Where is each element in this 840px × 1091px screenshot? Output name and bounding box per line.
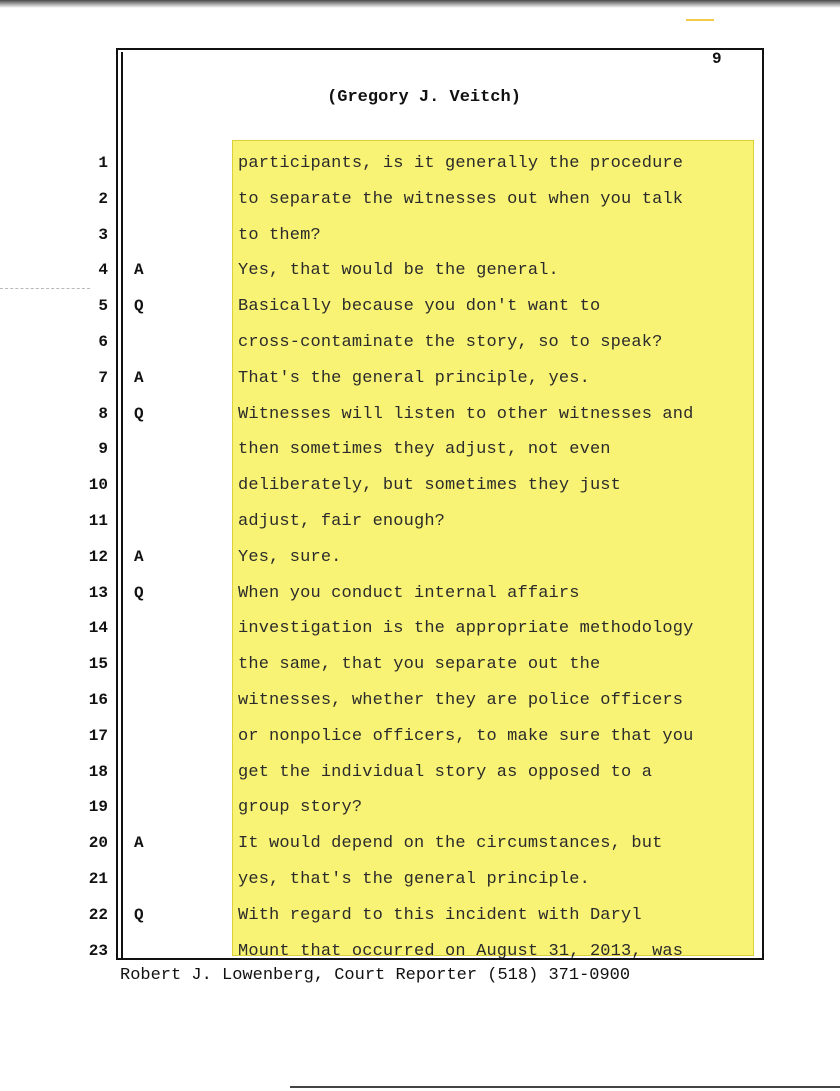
line-number: 19 (88, 798, 108, 817)
line-number: 3 (98, 225, 108, 244)
line-number: 9 (98, 440, 108, 459)
transcript-line (0, 397, 840, 433)
line-number: 16 (88, 691, 108, 709)
line-number: 21 (88, 870, 108, 888)
transcript-line (0, 325, 840, 361)
line-text: Mount that occurred on August 31, 2013, was (238, 941, 684, 961)
line-number: 5 (98, 297, 108, 316)
transcript-line (0, 683, 840, 719)
speaker-label: Q (134, 583, 144, 602)
transcript-line (0, 289, 840, 325)
speaker-label: Q (134, 905, 144, 924)
line-number: 13 (88, 583, 108, 602)
line-text: get the individual story as opposed to a (238, 762, 653, 782)
transcript-line (0, 361, 840, 397)
line-number: 2 (98, 189, 108, 208)
line-number: 18 (88, 762, 108, 781)
transcript-line (0, 146, 840, 182)
line-number: 15 (88, 655, 108, 674)
frame-top-border (116, 48, 764, 50)
line-text: the same, that you separate out the (238, 655, 601, 675)
page-footer: Robert J. Lowenberg, Court Reporter (518) 371-0900 (120, 966, 631, 985)
line-text: to separate the witnesses out when you talk (238, 189, 684, 209)
line-number: 14 (88, 619, 108, 638)
scan-mark (686, 19, 714, 21)
line-text: witnesses, whether they are police officers (238, 691, 684, 710)
transcript-line (0, 647, 840, 683)
line-number: 4 (98, 261, 108, 280)
transcript-line (0, 468, 840, 504)
speaker-label: A (134, 368, 144, 387)
line-text: Witnesses will listen to other witnesses and (238, 404, 694, 424)
line-text: With regard to this incident with Daryl (238, 905, 642, 925)
page-title: (Gregory J. Veitch) (327, 88, 521, 107)
line-number: 6 (98, 333, 108, 351)
transcript-line (0, 934, 840, 970)
transcript-line (0, 253, 840, 289)
line-text: That's the general principle, yes. (238, 368, 590, 388)
transcript-line (0, 540, 840, 576)
line-text: Yes, sure. (238, 547, 342, 567)
line-number: 7 (98, 368, 108, 387)
page-number: 9 (712, 50, 722, 68)
line-text: group story? (238, 798, 363, 818)
transcript-line (0, 898, 840, 934)
line-text: yes, that's the general principle. (238, 870, 590, 889)
transcript-line (0, 611, 840, 647)
line-text: Basically because you don't want to (238, 297, 601, 317)
speaker-label: Q (134, 404, 144, 423)
transcript-line (0, 790, 840, 826)
transcript-line (0, 755, 840, 791)
line-number: 23 (88, 941, 108, 960)
speaker-label: A (134, 547, 144, 566)
line-text: Yes, that would be the general. (238, 261, 559, 281)
line-text: to them? (238, 225, 321, 245)
line-text: then sometimes they adjust, not even (238, 440, 611, 460)
transcript-line (0, 862, 840, 898)
transcript-line (0, 504, 840, 540)
transcript-line (0, 576, 840, 612)
line-text: investigation is the appropriate methodology (238, 619, 694, 639)
line-number: 17 (88, 726, 108, 745)
transcript-line (0, 719, 840, 755)
speaker-label: Q (134, 297, 144, 316)
line-number: 20 (88, 834, 108, 853)
scan-edge-bottom (290, 1086, 840, 1088)
scan-edge-top (0, 0, 840, 8)
transcript-line (0, 826, 840, 862)
line-text: deliberately, but sometimes they just (238, 476, 622, 496)
speaker-label: A (134, 834, 144, 853)
transcript-line (0, 182, 840, 218)
line-number: 22 (88, 905, 108, 924)
line-number: 1 (98, 154, 108, 172)
line-text: It would depend on the circumstances, but (238, 834, 663, 854)
transcript-line (0, 432, 840, 468)
line-number: 12 (88, 547, 108, 566)
line-text: adjust, fair enough? (238, 512, 446, 531)
line-text: cross-contaminate the story, so to speak? (238, 333, 663, 352)
line-number: 10 (88, 476, 108, 495)
speaker-label: A (134, 261, 144, 280)
line-text: participants, is it generally the procedure (238, 154, 684, 173)
line-text: When you conduct internal affairs (238, 583, 580, 603)
line-text: or nonpolice officers, to make sure that you (238, 726, 694, 746)
line-number: 8 (98, 404, 108, 423)
transcript-line (0, 218, 840, 254)
line-number: 11 (88, 512, 108, 530)
